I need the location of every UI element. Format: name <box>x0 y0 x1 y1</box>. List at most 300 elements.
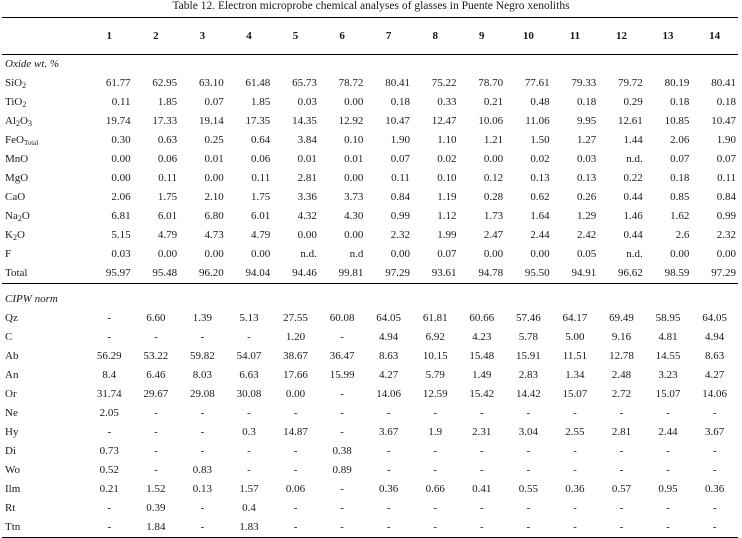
table-cell: 5.00 <box>565 331 585 343</box>
table-cell: 0.00 <box>297 229 317 241</box>
table-cell: - <box>247 445 251 457</box>
table-cell: 0.62 <box>530 191 550 203</box>
table-cell: - <box>666 407 670 419</box>
table-cell: 11.51 <box>562 350 588 362</box>
table-cell: n.d. <box>626 248 643 260</box>
table-cell: 0.38 <box>332 445 352 457</box>
table-cell: - <box>526 464 531 476</box>
row-label: An <box>5 369 19 381</box>
table-cell: 4.79 <box>157 229 178 241</box>
table-cell: 19.74 <box>105 115 131 127</box>
table-cell: - <box>293 407 298 419</box>
table-row <box>2 328 738 347</box>
table-cell: 0.57 <box>611 483 632 495</box>
table-cell: 0.07 <box>670 153 690 165</box>
table-cell: 10.06 <box>478 115 504 127</box>
table-row <box>2 150 738 169</box>
table-cell: 0.01 <box>297 153 317 165</box>
table-cell: - <box>319 518 366 538</box>
table-cell: 0.00 <box>670 248 690 260</box>
table-cell: 0.07 <box>716 153 736 165</box>
table-cell: 0.02 <box>437 153 457 165</box>
table-cell: 29.67 <box>143 388 169 400</box>
table-cell: 1.73 <box>483 210 504 222</box>
table-cell: 79.72 <box>618 77 643 89</box>
table-row <box>2 245 738 264</box>
table-cell: 4.73 <box>204 229 224 241</box>
section-title: CIPW norm <box>5 293 58 305</box>
table-cell: 94.78 <box>459 264 506 284</box>
table-cell: 17.66 <box>283 369 308 381</box>
table-cell: 0.10 <box>344 134 364 146</box>
column-header: 10 <box>505 18 552 55</box>
table-cell: 1.75 <box>251 191 271 203</box>
table-cell: 8.4 <box>102 369 117 381</box>
table-row <box>2 404 738 423</box>
table-cell: 12.59 <box>422 388 448 400</box>
table-cell: 59.82 <box>190 350 215 362</box>
table-cell: 80.19 <box>664 77 690 89</box>
table-cell: - <box>526 502 531 514</box>
table-cell: 3.73 <box>344 191 364 203</box>
table-cell: 0.83 <box>192 464 213 476</box>
table-cell: 0.18 <box>576 96 597 108</box>
table-cell: - <box>107 426 112 438</box>
table-cell: - <box>479 407 484 419</box>
table-cell: - <box>526 407 531 419</box>
table-cell: 1.84 <box>133 518 180 538</box>
row-label: $Al_2O_3$ <box>5 115 32 128</box>
row-label: Ttn <box>2 518 86 538</box>
table-cell: 19.14 <box>198 115 224 127</box>
table-row <box>2 112 738 131</box>
table-cell: - <box>433 407 438 419</box>
table-cell: - <box>619 407 624 419</box>
table-cell: - <box>479 445 484 457</box>
table-cell: 1.44 <box>623 134 643 146</box>
table-cell: 6.81 <box>111 210 131 222</box>
table-cell: 1.10 <box>437 134 457 146</box>
table-cell: 0.00 <box>111 172 131 184</box>
table-cell: 64.05 <box>702 312 728 324</box>
table-cell: 94.46 <box>272 264 319 284</box>
table-cell: 1.27 <box>576 134 597 146</box>
table-cell: 64.17 <box>562 312 588 324</box>
table-cell: 0.07 <box>204 96 224 108</box>
row-label: MgO <box>5 172 29 184</box>
table-cell: 61.81 <box>422 312 448 324</box>
table-row <box>2 442 738 461</box>
table-cell: 2.06 <box>670 134 690 146</box>
table-cell: 69.49 <box>609 312 634 324</box>
table-cell: 4.81 <box>658 331 678 343</box>
table-cell: 0.06 <box>285 483 306 495</box>
table-cell: 1.9 <box>428 426 443 438</box>
row-label: MnO <box>5 153 29 165</box>
column-header: 8 <box>412 18 459 55</box>
table-cell: 1.83 <box>226 518 273 538</box>
table-cell: 94.04 <box>226 264 273 284</box>
table-cell: 0.11 <box>251 172 271 184</box>
table-row <box>2 385 738 404</box>
table-cell: 9.95 <box>576 115 597 127</box>
table-cell: 6.63 <box>239 369 259 381</box>
table-cell: 0.05 <box>576 248 597 260</box>
table-cell: 0.13 <box>576 172 597 184</box>
table-cell: 0.07 <box>390 153 410 165</box>
table-row <box>2 207 738 226</box>
table-cell: 0.13 <box>192 483 213 495</box>
row-label: FeO$_{Total}$ <box>5 134 39 147</box>
table-cell: 4.32 <box>297 210 317 222</box>
table-cell: 96.20 <box>179 264 226 284</box>
table-cell: 2.44 <box>658 426 678 438</box>
table-cell: 0.00 <box>483 153 504 165</box>
table-row <box>2 347 738 366</box>
row-label: Rt <box>5 502 16 514</box>
table-cell: 6.92 <box>425 331 445 343</box>
table-cell: 1.50 <box>530 134 550 146</box>
table-cell: 0.84 <box>390 191 410 203</box>
table-cell: 36.47 <box>329 350 355 362</box>
table-cell: n.d <box>349 248 364 260</box>
table-cell: - <box>479 502 484 514</box>
table-cell: - <box>666 464 670 476</box>
table-cell: 0.4 <box>242 502 256 514</box>
table-cell: 4.30 <box>344 210 364 222</box>
table-cell: 6.01 <box>251 210 271 222</box>
table-cell: 27.55 <box>283 312 308 324</box>
table-cell: - <box>712 445 717 457</box>
table-cell: 1.85 <box>251 96 271 108</box>
table-cell: 0.55 <box>518 483 538 495</box>
column-header: 13 <box>645 18 692 55</box>
table-cell: 0.00 <box>344 229 364 241</box>
column-header: 4 <box>226 18 273 55</box>
table-cell: - <box>200 426 205 438</box>
table-cell: 3.67 <box>705 426 725 438</box>
table-cell: - <box>412 518 459 538</box>
table-cell: 0.36 <box>379 483 399 495</box>
table-cell: 0.00 <box>530 248 550 260</box>
table-cell: 2.81 <box>611 426 632 438</box>
table-cell: - <box>340 483 344 495</box>
table-cell: 0.00 <box>204 248 224 260</box>
table-cell: - <box>552 518 599 538</box>
table-cell: 2.05 <box>99 407 119 419</box>
table-cell: 11.06 <box>525 115 550 127</box>
table-cell: - <box>107 331 112 343</box>
table-cell: 15.91 <box>515 350 541 362</box>
table-cell: 2.47 <box>483 229 504 241</box>
table-cell: 95.50 <box>505 264 552 284</box>
table-cell: 15.07 <box>655 388 681 400</box>
row-label: $Na_2O$ <box>5 210 30 223</box>
table-cell: 1.52 <box>146 483 166 495</box>
table-cell: 1.49 <box>472 369 492 381</box>
table-cell: 1.99 <box>437 229 457 241</box>
table-cell: 0.02 <box>530 153 550 165</box>
table-row <box>2 366 738 385</box>
table-cell: - <box>619 502 624 514</box>
table-cell: 0.95 <box>658 483 678 495</box>
table-cell: - <box>200 407 205 419</box>
table-cell: 1.19 <box>437 191 457 203</box>
table-cell: 0.06 <box>157 153 178 165</box>
table-cell: 61.48 <box>245 77 271 89</box>
table-cell: - <box>247 331 251 343</box>
table-cell: 0.07 <box>437 248 457 260</box>
cipw-section-row <box>2 290 738 309</box>
table-cell: 5.13 <box>239 312 259 324</box>
table-cell: 0.63 <box>157 134 178 146</box>
table-cell: 54.07 <box>236 350 262 362</box>
table-row <box>2 264 738 284</box>
table-cell: - <box>433 445 438 457</box>
table-cell: 0.36 <box>565 483 585 495</box>
table-cell: - <box>154 445 158 457</box>
table-cell: 80.41 <box>385 77 410 89</box>
table-cell: 0.00 <box>157 248 178 260</box>
table-cell: 6.80 <box>204 210 224 222</box>
table-cell: 1.29 <box>576 210 597 222</box>
table-cell: 63.10 <box>198 77 224 89</box>
table-cell: 3.67 <box>379 426 399 438</box>
table-row <box>2 499 738 518</box>
table-cell: 0.26 <box>576 191 597 203</box>
table-cell: 0.52 <box>99 464 119 476</box>
table-cell: 12.92 <box>338 115 364 127</box>
row-label: Ilm <box>5 483 21 495</box>
table-cell: - <box>247 464 251 476</box>
row-label: Total <box>2 264 86 284</box>
table-cell: 1.57 <box>239 483 259 495</box>
table-cell: 58.95 <box>655 312 681 324</box>
table-cell: - <box>86 518 133 538</box>
table-cell: 2.6 <box>675 229 690 241</box>
table-cell: - <box>154 331 158 343</box>
table-cell: - <box>619 464 624 476</box>
table-cell: - <box>293 464 298 476</box>
table-cell: 0.18 <box>670 96 690 108</box>
table-row <box>2 461 738 480</box>
table-cell: 30.08 <box>236 388 262 400</box>
table-cell: 4.94 <box>379 331 399 343</box>
table-cell: 0.48 <box>530 96 550 108</box>
table-cell: 0.28 <box>483 191 504 203</box>
table-cell: 0.00 <box>111 153 131 165</box>
table-cell: 0.06 <box>251 153 271 165</box>
table-cell: - <box>526 445 531 457</box>
table-cell: 65.73 <box>292 77 317 89</box>
table-cell: 99.81 <box>319 264 366 284</box>
table-cell: - <box>433 502 438 514</box>
table-cell: 0.85 <box>670 191 690 203</box>
table-cell: 14.06 <box>376 388 402 400</box>
table-cell: 2.44 <box>530 229 550 241</box>
table-cell: 0.89 <box>332 464 352 476</box>
table-cell: 0.00 <box>204 172 224 184</box>
table-body <box>2 18 738 538</box>
table-row <box>2 518 738 538</box>
table-cell: 1.90 <box>390 134 410 146</box>
table-cell: 14.42 <box>515 388 541 400</box>
table-cell: - <box>505 518 552 538</box>
table-cell: 97.29 <box>691 264 738 284</box>
table-cell: 80.41 <box>711 77 736 89</box>
row-label: CaO <box>5 191 26 203</box>
table-cell: - <box>154 426 158 438</box>
table-cell: 0.84 <box>716 191 736 203</box>
row-label: Di <box>5 445 16 457</box>
table-cell: 4.27 <box>705 369 725 381</box>
table-cell: - <box>598 518 645 538</box>
table-cell: 15.07 <box>562 388 588 400</box>
table-cell: 0.11 <box>391 172 410 184</box>
table-caption: Table 12. Electron microprobe chemical analyses of glasses in Puente Negro xenoliths <box>172 0 570 12</box>
table-cell: 0.11 <box>158 172 178 184</box>
row-label: Qz <box>5 312 18 324</box>
column-header: 9 <box>459 18 506 55</box>
table-cell: 0.00 <box>251 248 271 260</box>
table-cell: 5.79 <box>425 369 445 381</box>
table-cell: 0.41 <box>472 483 492 495</box>
table-cell: 0.13 <box>530 172 550 184</box>
table-cell: - <box>573 407 577 419</box>
table-cell: 0.30 <box>111 134 131 146</box>
table-cell: 14.55 <box>655 350 681 362</box>
table-cell: 1.85 <box>157 96 178 108</box>
table-cell: 94.91 <box>552 264 599 284</box>
row-label: F <box>5 248 12 260</box>
table-cell: 17.35 <box>245 115 271 127</box>
table-cell: 2.06 <box>111 191 131 203</box>
table-cell: n.d. <box>300 248 317 260</box>
table-cell: 0.00 <box>716 248 736 260</box>
table-cell: 0.03 <box>576 153 597 165</box>
table-cell: 0.11 <box>717 172 736 184</box>
table-cell: 97.29 <box>365 264 412 284</box>
table-cell: 1.21 <box>483 134 504 146</box>
table-cell: 14.35 <box>292 115 317 127</box>
table-cell: 10.47 <box>711 115 736 127</box>
row-label: SiO$_2$ <box>5 77 27 90</box>
table-cell: 0.18 <box>390 96 410 108</box>
row-label: Hy <box>5 426 19 438</box>
table-row <box>2 188 738 207</box>
table-row <box>2 226 738 245</box>
row-label: Or <box>5 388 17 400</box>
table-cell: 1.46 <box>623 210 643 222</box>
table-cell: - <box>200 445 205 457</box>
table-cell: 3.04 <box>518 426 538 438</box>
table-cell: 1.90 <box>716 134 736 146</box>
table-cell: 1.64 <box>530 210 550 222</box>
table-cell: - <box>386 464 391 476</box>
table-row <box>2 93 738 112</box>
column-header: 6 <box>319 18 366 55</box>
table-cell: - <box>200 331 205 343</box>
table-cell: 1.39 <box>192 312 213 324</box>
table-cell: 0.99 <box>390 210 410 222</box>
table-cell: 8.63 <box>379 350 399 362</box>
table-cell: 78.70 <box>478 77 504 89</box>
table-cell: 31.74 <box>96 388 122 400</box>
table-cell: 0.73 <box>99 445 119 457</box>
table-cell: 0.18 <box>670 172 690 184</box>
table-row <box>2 480 738 499</box>
table-cell: 0.10 <box>437 172 457 184</box>
table-cell: 95.97 <box>86 264 133 284</box>
table-cell: 0.44 <box>623 229 643 241</box>
table-cell: 10.15 <box>422 350 448 362</box>
table-cell: 8.03 <box>192 369 213 381</box>
table-cell: 5.78 <box>518 331 538 343</box>
table-cell: 2.81 <box>297 172 317 184</box>
column-header: 2 <box>133 18 180 55</box>
table-cell: 9.16 <box>611 331 632 343</box>
table-cell: - <box>712 464 717 476</box>
table-cell: 62.95 <box>152 77 178 89</box>
column-header: 12 <box>598 18 645 55</box>
table-cell: - <box>340 502 344 514</box>
row-label: TiO$_2$ <box>5 96 27 109</box>
table-cell: 6.60 <box>146 312 166 324</box>
table-cell: 1.75 <box>157 191 178 203</box>
table-cell: 60.66 <box>469 312 495 324</box>
table-cell: - <box>712 502 717 514</box>
table-cell: - <box>272 518 319 538</box>
table-cell: 2.31 <box>472 426 492 438</box>
row-label: Wo <box>5 464 21 476</box>
column-header: 1 <box>86 18 133 55</box>
table-cell: 2.55 <box>565 426 585 438</box>
table-cell: - <box>154 407 158 419</box>
table-cell: 0.3 <box>242 426 256 438</box>
table-cell: 0.11 <box>111 96 131 108</box>
table-cell: 0.01 <box>204 153 224 165</box>
column-header: 5 <box>272 18 319 55</box>
column-header: 3 <box>179 18 226 55</box>
table-cell: - <box>200 502 205 514</box>
table-cell: 6.01 <box>157 210 178 222</box>
table-cell: 0.18 <box>716 96 736 108</box>
table-cell: 79.33 <box>571 77 597 89</box>
table-cell: 75.22 <box>431 77 457 89</box>
table-cell: 96.62 <box>598 264 645 284</box>
table-row <box>2 169 738 188</box>
column-header: 11 <box>552 18 599 55</box>
table-cell: 78.72 <box>338 77 364 89</box>
table-cell: - <box>340 407 344 419</box>
table-cell: - <box>107 312 112 324</box>
table-cell: 0.44 <box>623 191 643 203</box>
table-cell: 0.64 <box>251 134 271 146</box>
table-cell: 15.42 <box>469 388 495 400</box>
oxide-section-row <box>2 55 738 75</box>
table-cell: 2.42 <box>576 229 597 241</box>
table-cell: - <box>666 502 670 514</box>
row-label: Ab <box>5 350 19 362</box>
table-cell: n.d. <box>626 153 643 165</box>
row-label: C <box>5 331 13 343</box>
table-cell: 38.67 <box>283 350 308 362</box>
table-cell: 12.78 <box>609 350 634 362</box>
section-title: Oxide wt. % <box>5 58 60 70</box>
table-cell: 61.77 <box>105 77 131 89</box>
table-cell: - <box>573 502 577 514</box>
table-cell: 3.36 <box>297 191 317 203</box>
